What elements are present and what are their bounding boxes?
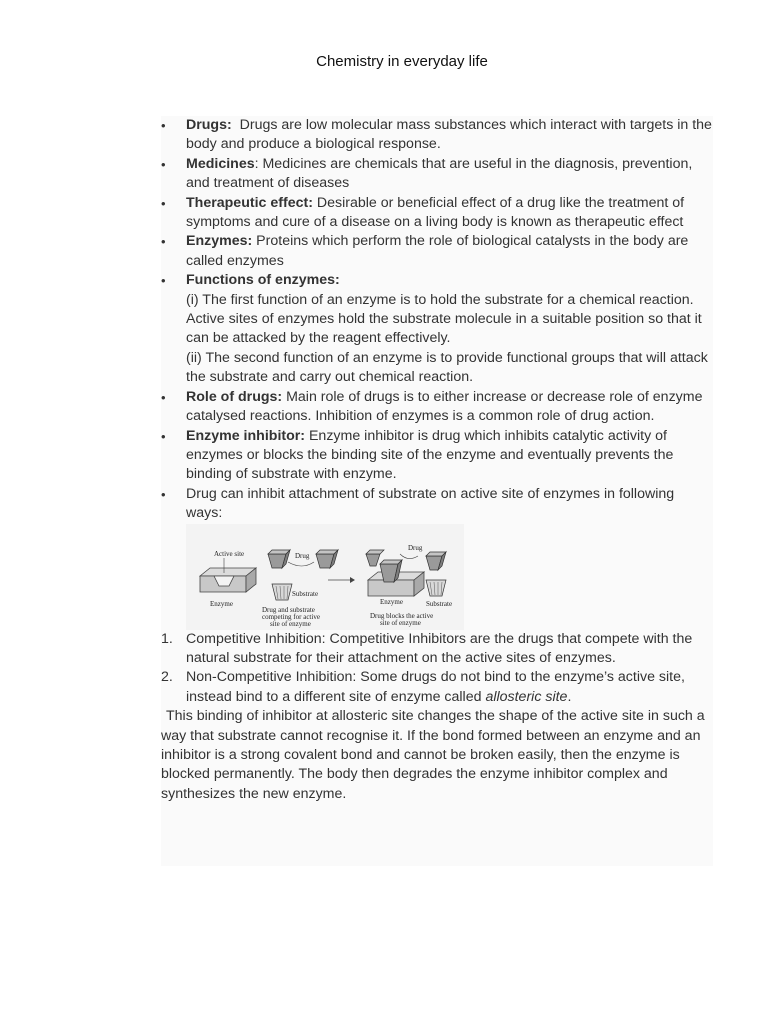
- label-drug-top: Drug: [295, 551, 310, 560]
- term-label: Medicines: [186, 155, 255, 172]
- list-item-enzyme-inhibitor: [161, 427, 713, 485]
- term-definition: Desirable or beneficial effect of a drug like the treatment of symptoms and cure of a disease on a living body is known as therapeutic effect: [186, 194, 685, 231]
- term-label: Therapeutic effect:: [186, 194, 313, 211]
- definitions-list: [161, 116, 716, 524]
- list-item-competitive-inhibition: [161, 630, 713, 669]
- list-number: 2.: [161, 669, 173, 686]
- enzyme-inhibition-diagram: [186, 524, 464, 630]
- list-item-non-competitive-inhibition: [161, 668, 713, 707]
- label-enzyme-right: Enzyme: [380, 597, 403, 606]
- drug-block-2: [316, 550, 338, 568]
- list-item-inhibition-ways: [161, 485, 713, 524]
- list-number: 1.: [161, 630, 173, 647]
- list-item-drugs: [161, 116, 716, 155]
- list-item-text-end: .: [567, 688, 572, 705]
- drug-block-far-right: [426, 552, 446, 570]
- caption-left-line-2: competing for active: [262, 612, 320, 621]
- caption-left-line-3: site of enzyme: [270, 619, 311, 628]
- list-item-medicines: [161, 155, 713, 194]
- term-label: Functions of enzymes:: [186, 272, 340, 289]
- term-label: Drugs:: [186, 117, 232, 133]
- enzyme-inhibition-figure: [186, 524, 464, 630]
- list-item-text: Competitive Inhibition: Competitive Inhibitors are the drugs that compete with the natural substrate for their attachment on the active sites of enzymes.: [186, 630, 693, 666]
- term-label: Enzymes:: [186, 233, 253, 250]
- list-item-role-of-drugs: [161, 388, 713, 427]
- caption-right-line-2: site of enzyme: [380, 618, 421, 627]
- term-definition: Drug can inhibit attachment of substrate on active site of enzymes in following ways:: [186, 485, 675, 522]
- function-paragraph-2: (ii) The second function of an enzyme is to provide functional groups that will attack the substrate and carry out chemical reaction.: [186, 349, 708, 386]
- enzyme-left-shape: [200, 568, 256, 592]
- label-substrate-right: Substrate: [426, 599, 453, 608]
- label-enzyme-left: Enzyme: [210, 599, 233, 608]
- closing-paragraph: This binding of inhibitor at allosteric site changes the shape of the active site in such a way that substrate cannot recognise it. If the bond formed between an enzyme and an inhibitor is a strong covalent bond and cannot be broken easily, then the enzyme is blocked permanently. The body then degrades the enzyme inhibitor complex and synthesizes the new enzyme.: [161, 708, 705, 802]
- term-definition: Enzyme inhibitor is drug which inhibits catalytic activity of enzymes or blocks the binding site of the enzyme and eventually prevents the binding of substrate with enzyme.: [186, 427, 674, 483]
- caption-left-line-1: Drug and substrate: [262, 605, 315, 614]
- term-label: Role of drugs:: [186, 388, 283, 405]
- substrate-right-shape: [426, 580, 446, 596]
- label-substrate-middle: Substrate: [292, 589, 319, 598]
- label-active-site: Active site: [214, 549, 245, 558]
- list-item-enzymes: [161, 232, 713, 271]
- list-item-functions-of-enzymes: [161, 271, 713, 387]
- term-definition: Proteins which perform the role of biological catalysts in the body are called enzymes: [186, 233, 689, 269]
- term-definition: Drugs are low molecular mass substances which interact with targets in the body and produce a biological response.: [186, 117, 716, 153]
- substrate-middle-shape: [272, 584, 292, 600]
- list-item-text: Non-Competitive Inhibition: Some drugs do not bind to the enzyme’s active site, instead bind to a different site of enzyme called: [186, 669, 685, 705]
- function-paragraph-1: (i) The first function of an enzyme is to hold the substrate for a chemical reaction. Active sites of enzymes hold the substrate molecule in a suitable position so that it can be attacked by the reagent effectively.: [186, 291, 702, 347]
- term-definition: Main role of drugs is to either increase or decrease role of enzyme catalysed reactions. Inhibition of enzymes is a common role of drug action.: [186, 388, 703, 425]
- term-label: Enzyme inhibitor:: [186, 427, 306, 444]
- drug-block-1: [268, 550, 290, 568]
- reaction-arrow-head: [350, 577, 355, 583]
- inhibition-types-list: [161, 630, 713, 708]
- term-definition: : Medicines are chemicals that are useful in the diagnosis, prevention, and treatment of diseases: [186, 155, 693, 192]
- label-drug-right: Drug: [408, 543, 423, 552]
- allosteric-site-term: allosteric site: [485, 688, 568, 705]
- document-body: [161, 116, 716, 866]
- page-title: Chemistry in everyday life: [316, 53, 488, 70]
- list-item-therapeutic-effect: [161, 194, 713, 233]
- caption-right-line-1: Drug blocks the active: [370, 611, 434, 620]
